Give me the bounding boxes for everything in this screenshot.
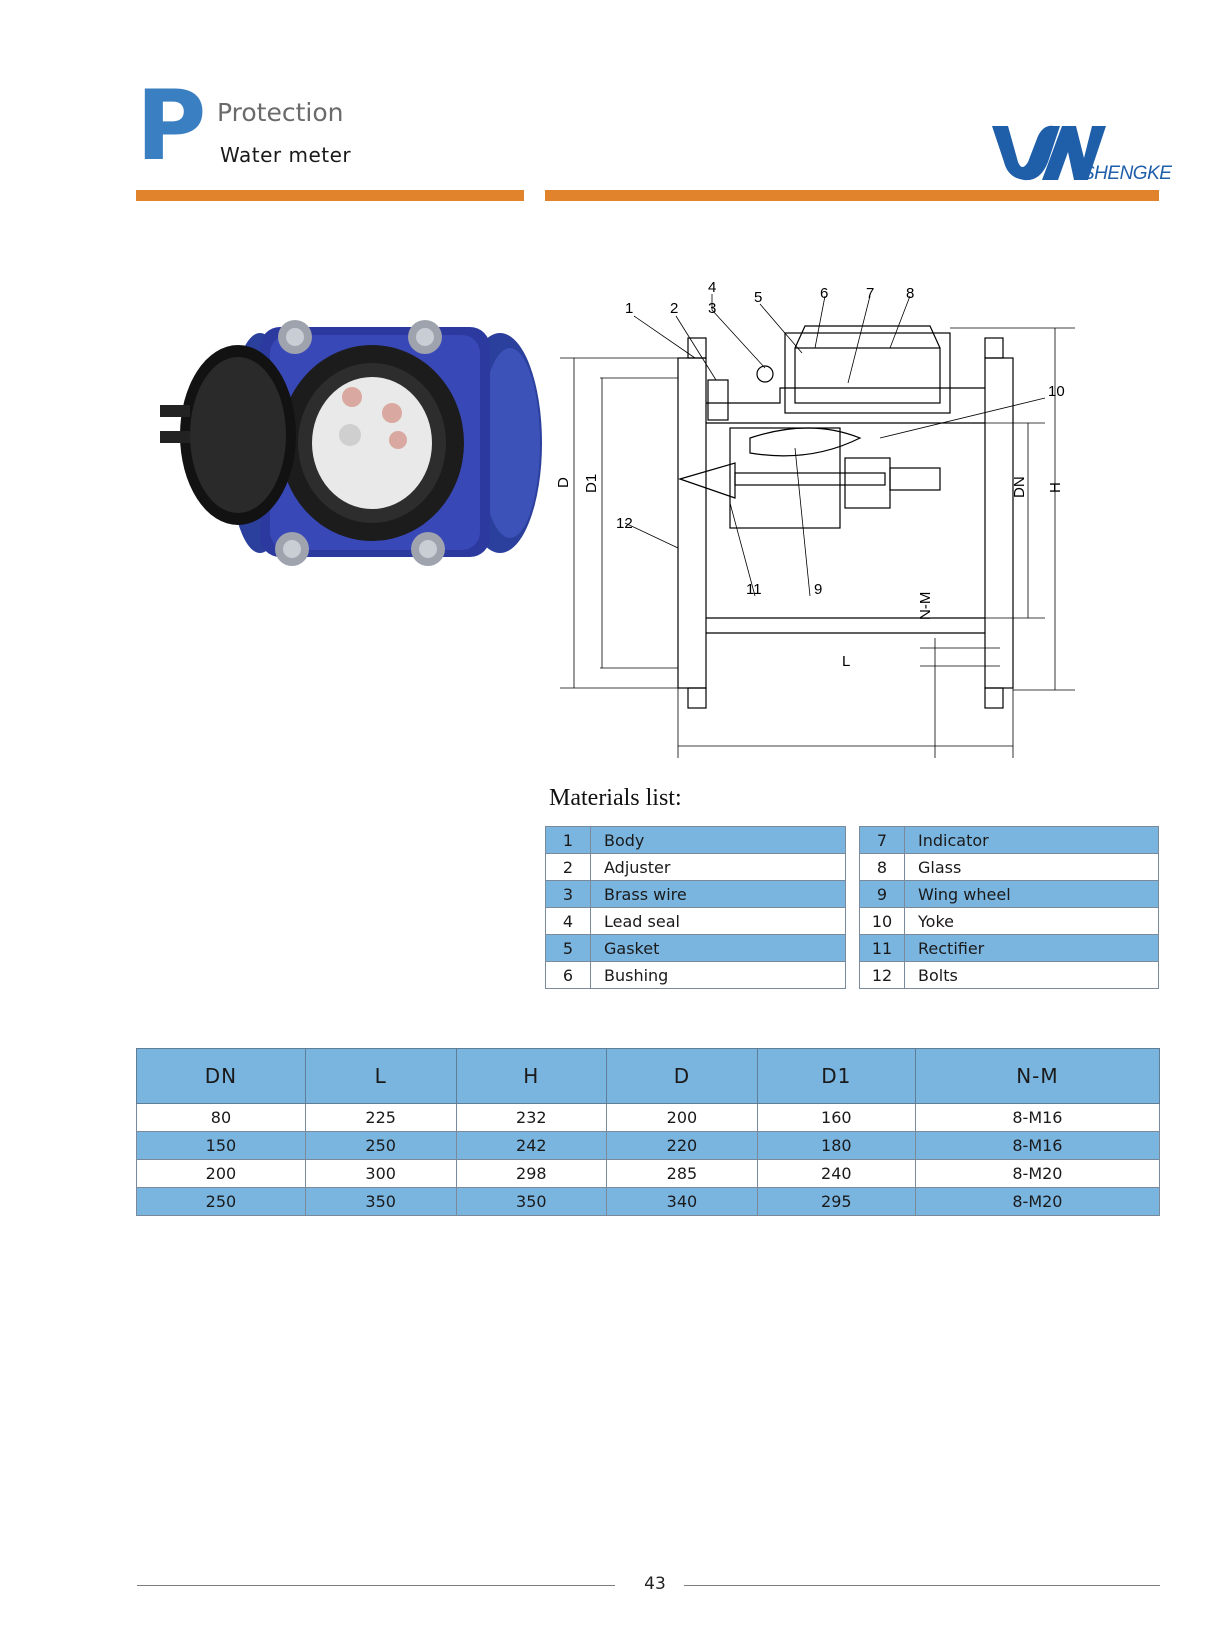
callout-5: 5 bbox=[754, 289, 763, 306]
table-cell: 250 bbox=[137, 1188, 306, 1216]
materials-title: Materials list: bbox=[549, 785, 682, 811]
item-number: 8 bbox=[860, 854, 905, 881]
callout-9: 9 bbox=[814, 581, 823, 598]
item-name: Adjuster bbox=[591, 854, 846, 881]
table-cell: 250 bbox=[305, 1132, 456, 1160]
item-name: Lead seal bbox=[591, 908, 846, 935]
item-name: Yoke bbox=[905, 908, 1159, 935]
item-name: Body bbox=[591, 827, 846, 854]
item-name: Wing wheel bbox=[905, 881, 1159, 908]
dimensions-table bbox=[136, 1048, 1160, 1216]
product-subtitle: Water meter bbox=[220, 143, 352, 167]
callout-6: 6 bbox=[820, 285, 829, 302]
callout-4: 4 bbox=[708, 279, 717, 296]
dim-label-dn: DN bbox=[1011, 476, 1028, 498]
section-letter: P bbox=[136, 70, 207, 182]
table-row bbox=[137, 1104, 1160, 1132]
list-item bbox=[860, 827, 1159, 854]
item-name: Indicator bbox=[905, 827, 1159, 854]
list-item bbox=[546, 935, 846, 962]
table-cell: 80 bbox=[137, 1104, 306, 1132]
item-number: 1 bbox=[546, 827, 591, 854]
item-name: Glass bbox=[905, 854, 1159, 881]
table-row bbox=[137, 1188, 1160, 1216]
item-number: 5 bbox=[546, 935, 591, 962]
table-cell: 180 bbox=[757, 1132, 915, 1160]
column-header: N-M bbox=[915, 1049, 1159, 1104]
column-header: DN bbox=[137, 1049, 306, 1104]
item-name: Bolts bbox=[905, 962, 1159, 989]
table-header-row bbox=[137, 1049, 1160, 1104]
callout-1: 1 bbox=[625, 300, 634, 317]
callout-2: 2 bbox=[670, 300, 679, 317]
table-cell: 8-M20 bbox=[915, 1160, 1159, 1188]
table-cell: 285 bbox=[607, 1160, 758, 1188]
item-name: Bushing bbox=[591, 962, 846, 989]
dim-label-d: D bbox=[555, 477, 572, 488]
table-cell: 225 bbox=[305, 1104, 456, 1132]
footer-rule-left bbox=[137, 1585, 615, 1586]
item-number: 2 bbox=[546, 854, 591, 881]
list-item bbox=[860, 881, 1159, 908]
table-cell: 150 bbox=[137, 1132, 306, 1160]
callout-10: 10 bbox=[1048, 383, 1065, 400]
table-cell: 200 bbox=[607, 1104, 758, 1132]
table-row bbox=[137, 1132, 1160, 1160]
table-cell: 300 bbox=[305, 1160, 456, 1188]
callout-11: 11 bbox=[746, 581, 762, 598]
column-header: D bbox=[607, 1049, 758, 1104]
item-name: Brass wire bbox=[591, 881, 846, 908]
list-item bbox=[546, 908, 846, 935]
callout-12: 12 bbox=[616, 515, 633, 532]
list-item bbox=[860, 854, 1159, 881]
table-cell: 232 bbox=[456, 1104, 607, 1132]
list-item bbox=[546, 881, 846, 908]
table-cell: 295 bbox=[757, 1188, 915, 1216]
dim-label-h: H bbox=[1047, 482, 1064, 493]
item-number: 9 bbox=[860, 881, 905, 908]
item-number: 6 bbox=[546, 962, 591, 989]
item-name: Rectifier bbox=[905, 935, 1159, 962]
list-item bbox=[860, 908, 1159, 935]
table-cell: 8-M16 bbox=[915, 1132, 1159, 1160]
column-header: H bbox=[456, 1049, 607, 1104]
table-cell: 340 bbox=[607, 1188, 758, 1216]
cross-section-drawing bbox=[555, 279, 1140, 720]
table-cell: 220 bbox=[607, 1132, 758, 1160]
column-header: L bbox=[305, 1049, 456, 1104]
brand-name: SHENGKE bbox=[1082, 163, 1172, 184]
list-item bbox=[860, 962, 1159, 989]
callout-8: 8 bbox=[906, 285, 915, 302]
materials-table-right bbox=[859, 826, 1159, 989]
list-item bbox=[546, 854, 846, 881]
header-rule-right bbox=[545, 190, 1159, 201]
footer-rule-right bbox=[684, 1585, 1160, 1586]
item-number: 11 bbox=[860, 935, 905, 962]
table-cell: 8-M20 bbox=[915, 1188, 1159, 1216]
dim-label-d1: D1 bbox=[583, 473, 600, 493]
item-number: 7 bbox=[860, 827, 905, 854]
item-number: 4 bbox=[546, 908, 591, 935]
column-header: D1 bbox=[757, 1049, 915, 1104]
category-title: Protection bbox=[217, 98, 344, 127]
list-item bbox=[546, 962, 846, 989]
list-item bbox=[546, 827, 846, 854]
materials-table-left bbox=[545, 826, 846, 989]
item-number: 3 bbox=[546, 881, 591, 908]
water-meter-photo bbox=[160, 305, 560, 595]
item-number: 10 bbox=[860, 908, 905, 935]
page-number: 43 bbox=[644, 1574, 666, 1594]
table-cell: 242 bbox=[456, 1132, 607, 1160]
table-cell: 350 bbox=[456, 1188, 607, 1216]
table-cell: 298 bbox=[456, 1160, 607, 1188]
dim-label-l: L bbox=[842, 653, 851, 670]
dim-label-nm: N-M bbox=[917, 591, 934, 620]
table-cell: 160 bbox=[757, 1104, 915, 1132]
table-cell: 350 bbox=[305, 1188, 456, 1216]
item-number: 12 bbox=[860, 962, 905, 989]
table-cell: 200 bbox=[137, 1160, 306, 1188]
item-name: Gasket bbox=[591, 935, 846, 962]
table-row bbox=[137, 1160, 1160, 1188]
header-rule-left bbox=[136, 190, 524, 201]
list-item bbox=[860, 935, 1159, 962]
callout-7: 7 bbox=[866, 285, 875, 302]
callout-3: 3 bbox=[708, 300, 717, 317]
table-cell: 240 bbox=[757, 1160, 915, 1188]
table-cell: 8-M16 bbox=[915, 1104, 1159, 1132]
